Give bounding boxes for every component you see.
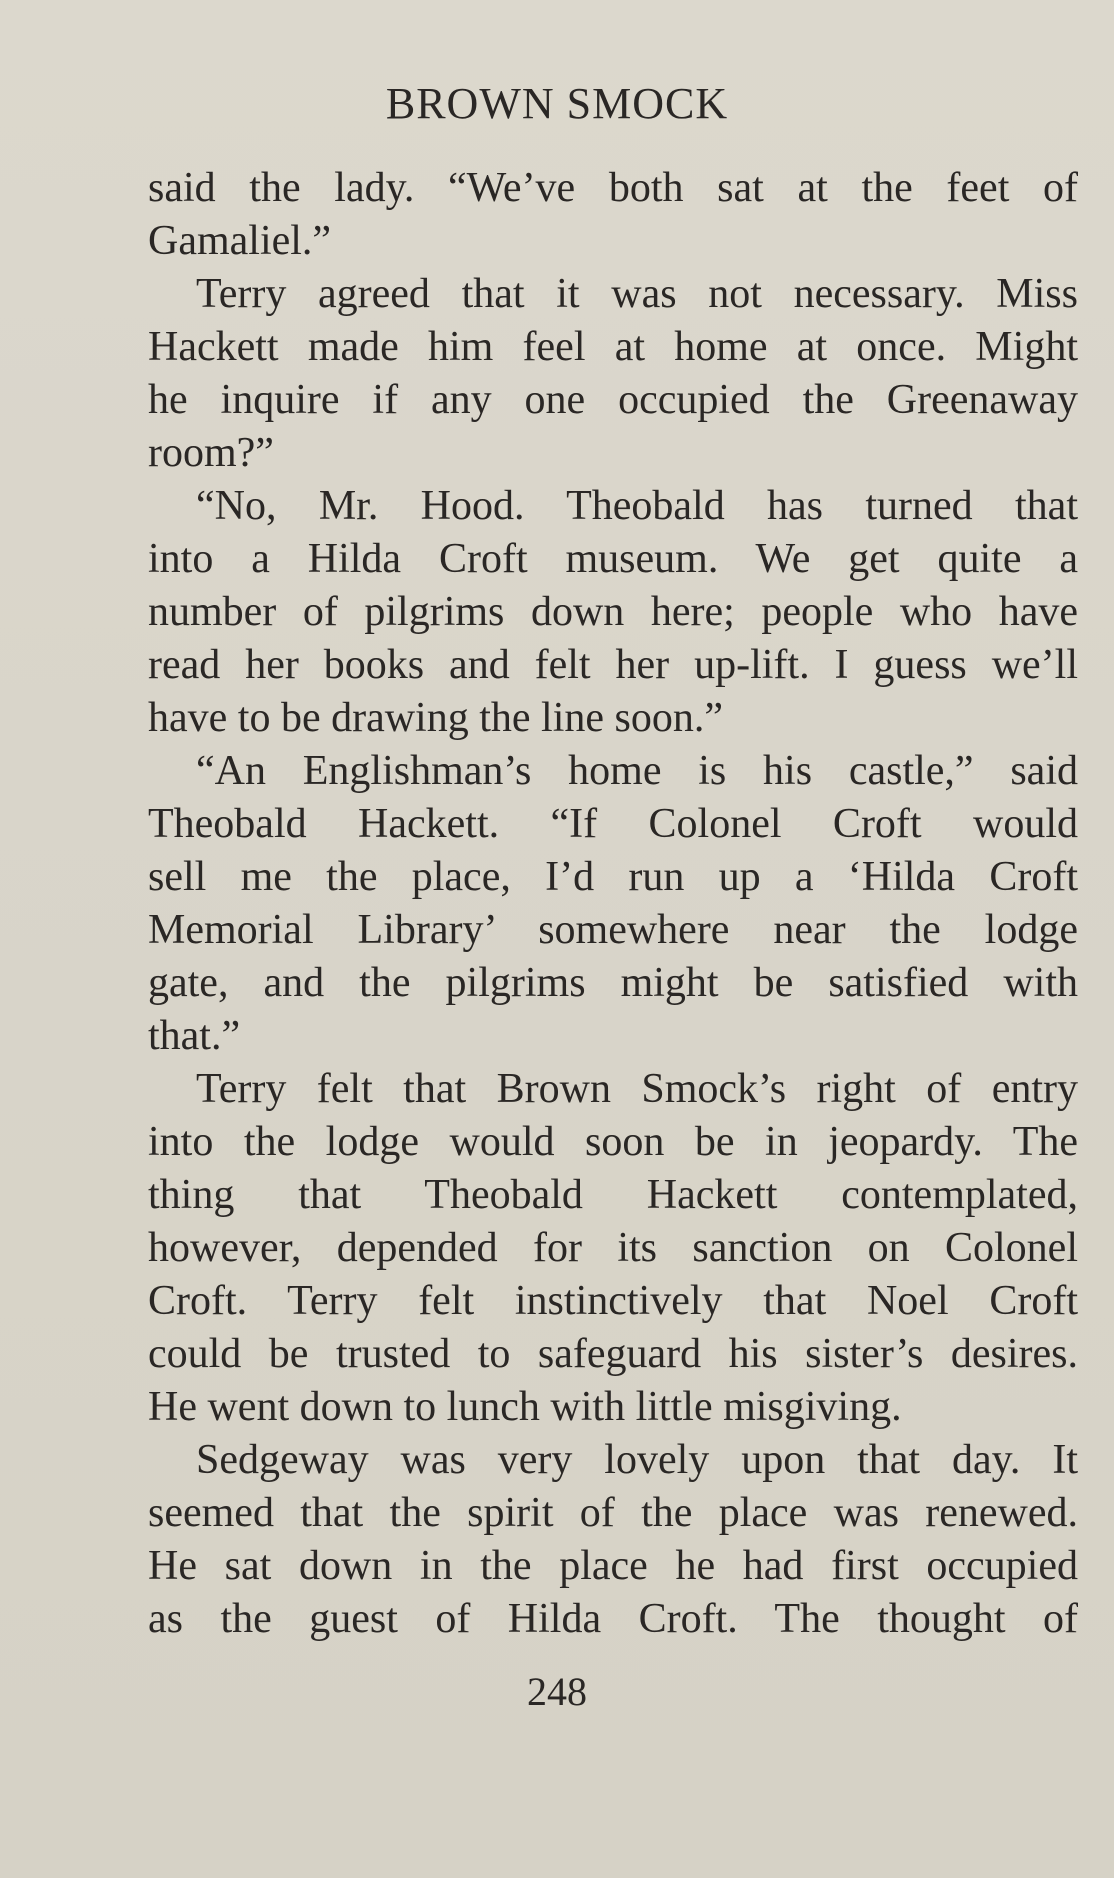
text-line: Sedgeway was very lovely upon that day. It	[196, 1437, 1078, 1483]
text-line: “No, Mr. Hood. Theobald has turned that	[196, 483, 1078, 529]
body-text	[148, 162, 1078, 1646]
text-line: said the lady. “We’ve both sat at the feet of	[148, 165, 1078, 211]
text-line: he inquire if any one occupied the Greenaway	[148, 377, 1078, 423]
text-line: thing that Theobald Hackett contemplated,	[148, 1172, 1078, 1218]
text-line: Terry felt that Brown Smock’s right of entry	[196, 1066, 1078, 1112]
text-line: as the guest of Hilda Croft. The thought of	[148, 1596, 1078, 1642]
text-line: have to be drawing the line soon.”	[148, 695, 723, 741]
text-line: gate, and the pilgrims might be satisfied with	[148, 960, 1078, 1006]
text-line: sell me the place, I’d run up a ‘Hilda Croft	[148, 854, 1078, 900]
text-line: Gamaliel.”	[148, 218, 332, 264]
running-head: BROWN SMOCK	[385, 79, 729, 128]
text-line: room?”	[148, 430, 274, 476]
text-line: number of pilgrims down here; people who have	[148, 589, 1078, 635]
text-line: that.”	[148, 1013, 241, 1059]
text-line: could be trusted to safeguard his sister’s desires.	[148, 1331, 1078, 1377]
text-line: Memorial Library’ somewhere near the lodge	[148, 907, 1078, 953]
text-line: Hackett made him feel at home at once. Might	[148, 324, 1078, 370]
text-line: “An Englishman’s home is his castle,” said	[196, 748, 1078, 794]
text-line: seemed that the spirit of the place was renewed.	[148, 1490, 1078, 1536]
text-line: Theobald Hackett. “If Colonel Croft would	[148, 801, 1078, 847]
text-line: Croft. Terry felt instinctively that Noel Croft	[148, 1278, 1078, 1324]
text-line: however, depended for its sanction on Colonel	[148, 1225, 1078, 1271]
page-number: 248	[527, 1669, 587, 1714]
text-line: He went down to lunch with little misgiving.	[148, 1384, 902, 1430]
text-line: Terry agreed that it was not necessary. Miss	[196, 271, 1078, 317]
text-line: into the lodge would soon be in jeopardy. The	[148, 1119, 1078, 1165]
text-line: into a Hilda Croft museum. We get quite a	[148, 536, 1078, 582]
text-line: read her books and felt her up-lift. I guess we’ll	[148, 642, 1078, 688]
text-line: He sat down in the place he had first occupied	[148, 1543, 1078, 1589]
